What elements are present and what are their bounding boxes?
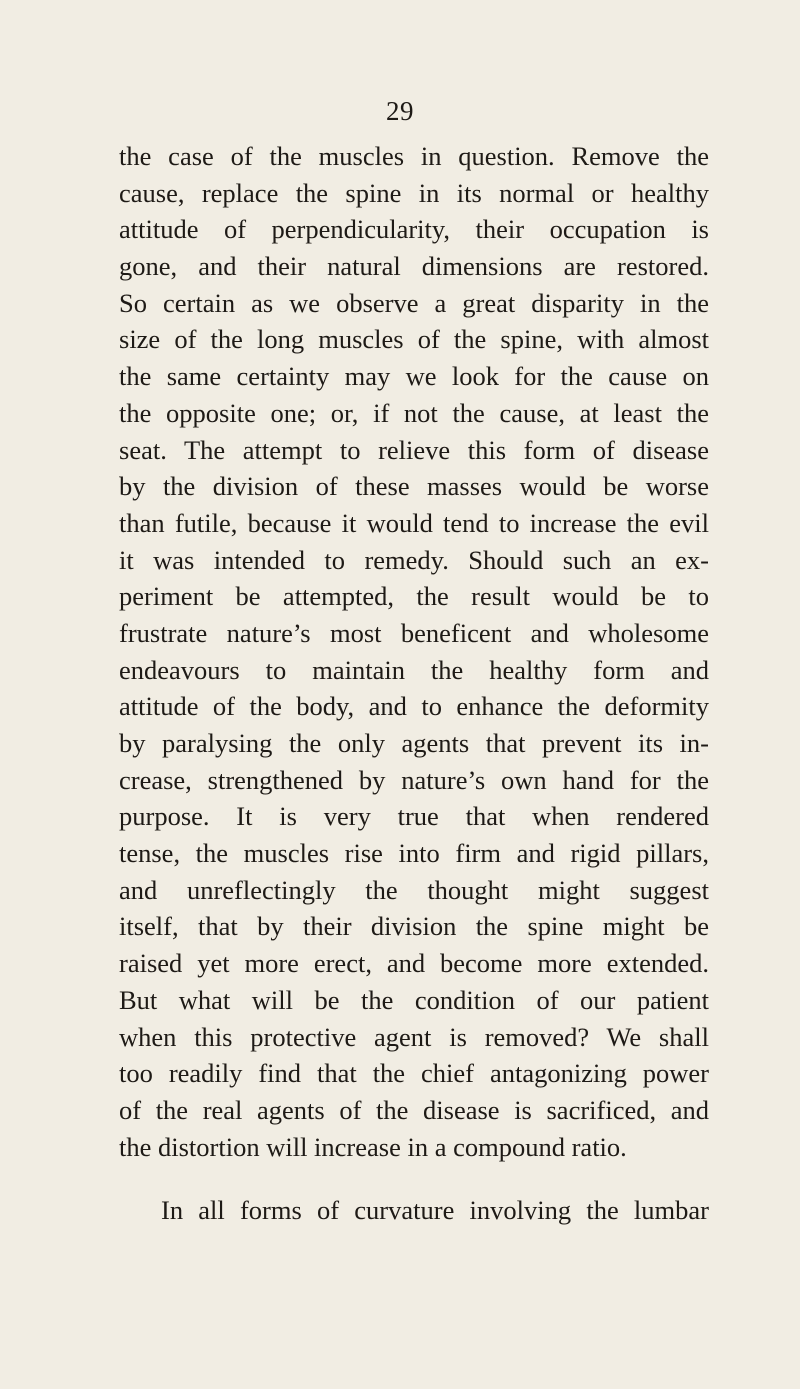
page-number: 29 [386, 96, 414, 126]
text-line: itself, that by their division the spine might be [119, 911, 709, 942]
text-line: of the real agents of the disease is sacrificed, and [119, 1094, 709, 1125]
text-line: endeavours to maintain the healthy form and [119, 654, 709, 685]
text-line: the case of the muscles in question. Remove the [119, 141, 709, 171]
paragraph-1 [119, 138, 709, 1165]
body-text [119, 138, 709, 1229]
text-line: attitude of perpendicularity, their occupation is [119, 214, 709, 245]
text-line: crease, strengthened by nature’s own hand for the [119, 764, 709, 795]
text-line: raised yet more erect, and become more extended. [119, 948, 709, 979]
text-line: periment be attempted, the result would be to [119, 581, 709, 612]
text-line: size of the long muscles of the spine, with almost [119, 324, 709, 355]
text-line: the same certainty may we look for the cause on [119, 361, 709, 392]
text-line: But what will be the condition of our patient [119, 984, 709, 1015]
text-line: too readily find that the chief antagonizing power [119, 1058, 709, 1089]
text-line: and unreflectingly the thought might suggest [119, 874, 709, 905]
text-line: it was intended to remedy. Should such an ex- [119, 544, 709, 575]
text-line: when this protective agent is removed? We shall [119, 1021, 709, 1052]
text-line: the distortion will increase in a compound ratio. [119, 1131, 627, 1162]
text-line: than futile, because it would tend to increase the evil [119, 507, 709, 538]
paragraph-spacer [119, 1165, 709, 1192]
text-line: cause, replace the spine in its normal or healthy [119, 177, 709, 208]
paragraph-2 [119, 1192, 709, 1229]
text-line: frustrate nature’s most beneficent and wholesome [119, 617, 709, 648]
text-line: the opposite one; or, if not the cause, at least the [119, 397, 709, 428]
text-line: by the division of these masses would be worse [119, 471, 709, 502]
text-line: attitude of the body, and to enhance the deformity [119, 691, 709, 722]
text-line: tense, the muscles rise into firm and rigid pillars, [119, 838, 709, 869]
text-line: purpose. It is very true that when rendered [119, 801, 709, 832]
text-line: So certain as we observe a great disparity in the [119, 287, 709, 318]
text-line: seat. The attempt to relieve this form of disease [119, 434, 709, 465]
text-line: gone, and their natural dimensions are restored. [119, 251, 709, 282]
text-line: In all forms of curvature involving the lumbar [161, 1195, 709, 1226]
text-line: by paralysing the only agents that prevent its in- [119, 728, 709, 758]
